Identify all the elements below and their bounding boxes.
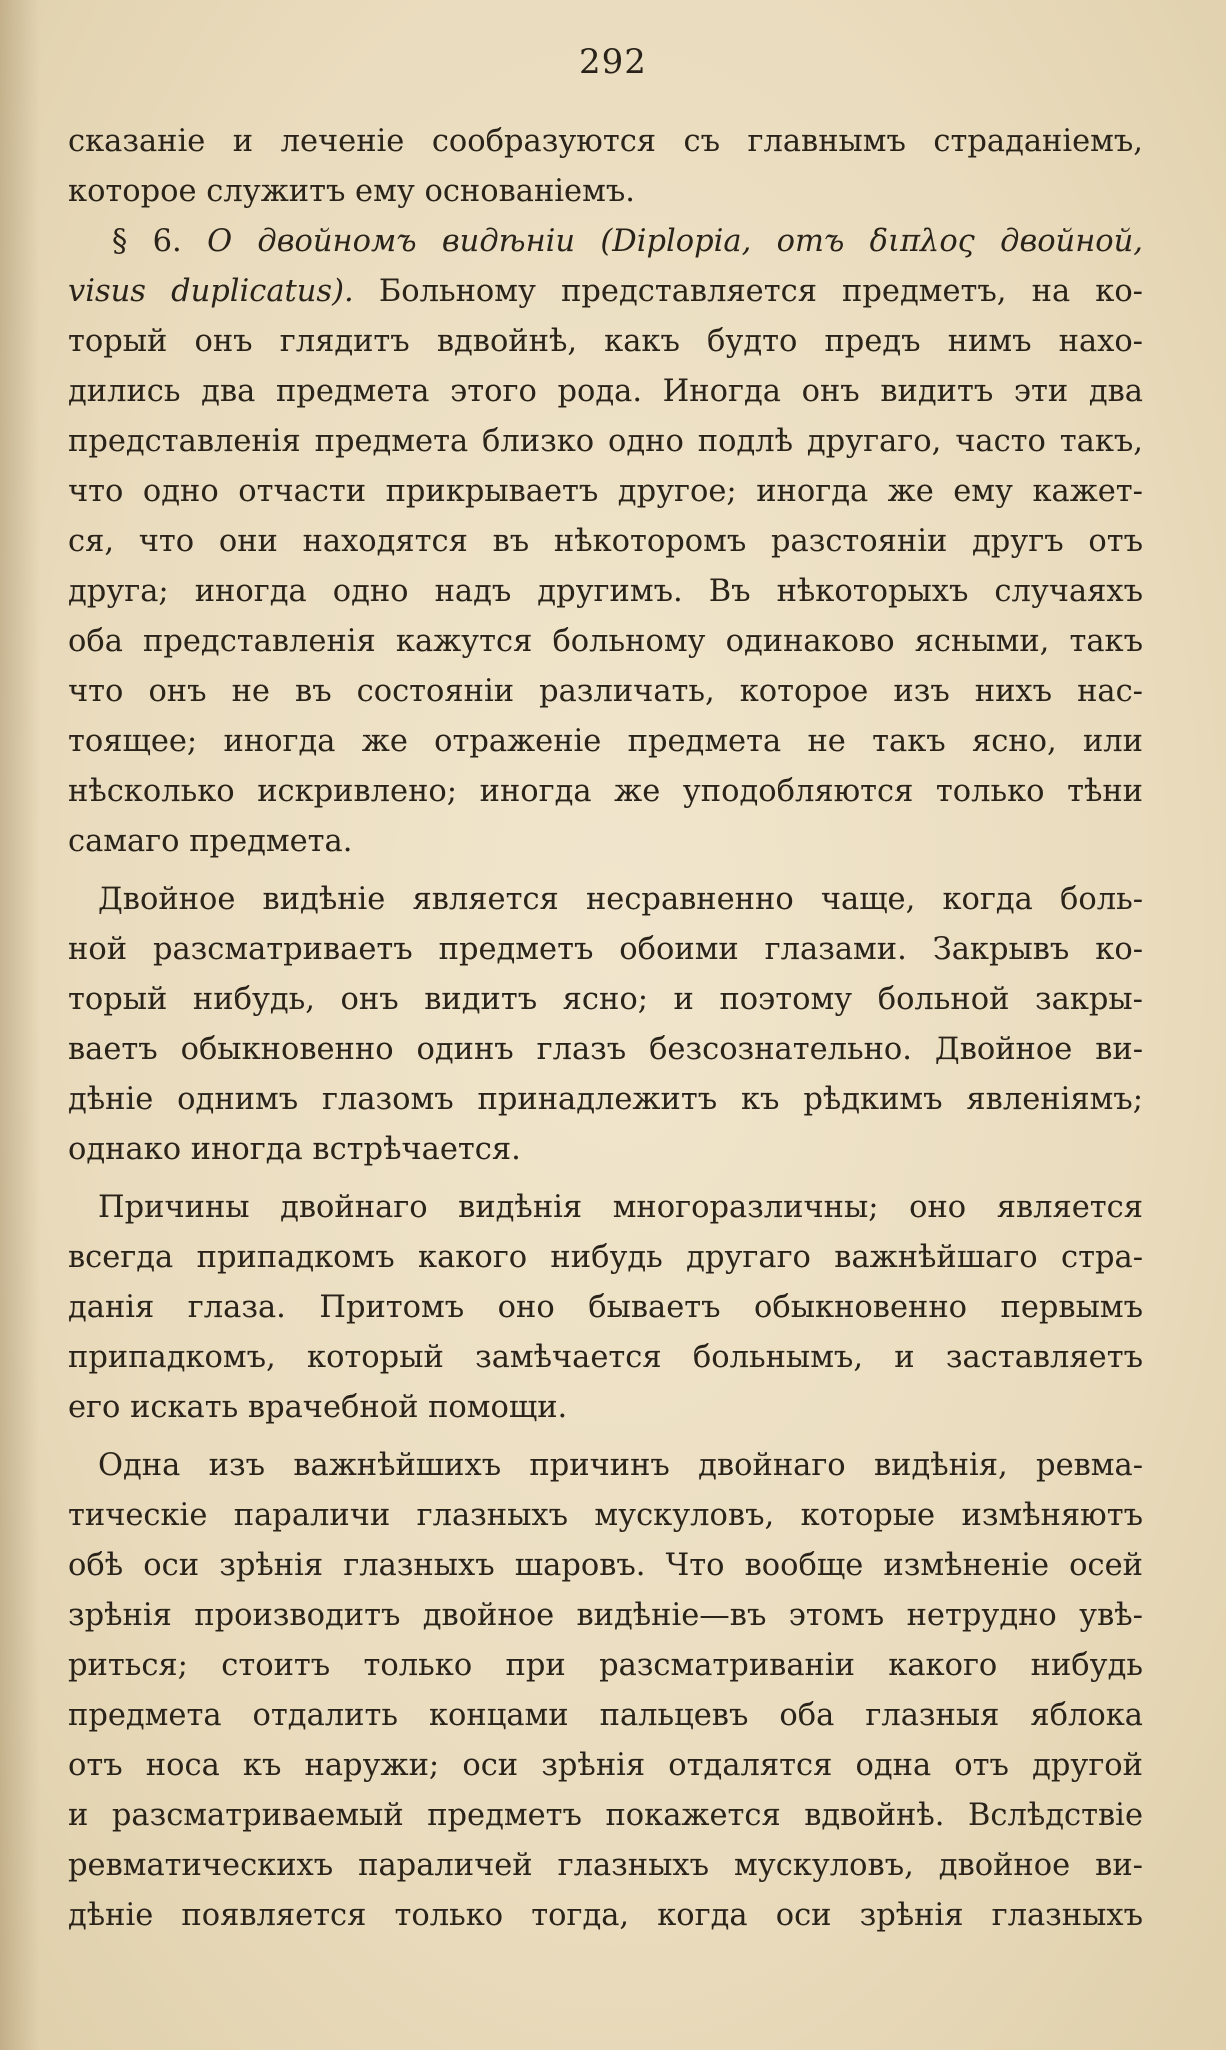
page-number: 292 [579, 42, 647, 82]
text-line: данія глаза. Притомъ оно бываетъ обыкновенно первымъ [68, 1290, 1143, 1325]
text-line: ной разсматриваетъ предметъ обоими глазами. Закрывъ ко- [68, 932, 1143, 967]
text-line: ся, что они находятся въ нѣкоторомъ разстояніи другъ отъ [68, 524, 1143, 559]
text-line: что одно отчасти прикрываетъ другое; иногда же ему кажет- [68, 474, 1143, 509]
text-line: отъ носа къ наружи; оси зрѣнія отдалятся одна отъ другой [68, 1748, 1143, 1783]
text-line: однако иногда встрѣчается. [68, 1132, 521, 1167]
text-line: тическіе параличи глазныхъ мускуловъ, которые измѣняютъ [68, 1498, 1143, 1533]
text-line: представленія предмета близко одно подлѣ другаго, часто такъ, [68, 424, 1143, 459]
text-line: всегда припадкомъ какого нибудь другаго важнѣйшаго стра- [68, 1240, 1143, 1275]
paragraph-first-line: Причины двойнаго видѣнія многоразличны; оно является [98, 1190, 1143, 1225]
text-line: дились два предмета этого рода. Иногда онъ видитъ эти два [68, 374, 1143, 409]
paragraph-first-line: Одна изъ важнѣйшихъ причинъ двойнаго видѣнія, ревма- [98, 1448, 1143, 1483]
section-heading-line [112, 222, 1143, 262]
text-line: и разсматриваемый предметъ покажется вдвойнѣ. Вслѣдствіе [68, 1798, 1143, 1833]
text-line: самаго предмета. [68, 824, 353, 859]
text-line: что онъ не въ состояніи различать, которое изъ нихъ нас- [68, 674, 1143, 709]
text-line: visus duplicatus). Больному представляется предметъ, на ко- [68, 274, 1143, 309]
text-line: предмета отдалить концами пальцевъ оба глазныя яблока [68, 1698, 1143, 1733]
text-line: припадкомъ, который замѣчается больнымъ, и заставляетъ [68, 1340, 1143, 1375]
text-line: нѣсколько искривлено; иногда же уподобляются только тѣни [68, 774, 1143, 809]
text-line: которое служитъ ему основаніемъ. [68, 174, 635, 209]
text-line: его искать врачебной помощи. [68, 1390, 568, 1425]
text-line: ваетъ обыкновенно одинъ глазъ безсознательно. Двойное ви- [68, 1032, 1143, 1067]
text-line: друга; иногда одно надъ другимъ. Въ нѣкоторыхъ случаяхъ [68, 574, 1143, 609]
text-line: торый онъ глядитъ вдвойнѣ, какъ будто предъ нимъ нахо- [68, 324, 1143, 359]
text-line: торый нибудь, онъ видитъ ясно; и поэтому больной закры- [68, 982, 1143, 1017]
text-line: зрѣнія производитъ двойное видѣніе—въ этомъ нетрудно увѣ- [68, 1598, 1143, 1633]
section-number: § 6. [112, 224, 182, 259]
text-line: риться; стоитъ только при разсматриваніи какого нибудь [68, 1648, 1143, 1683]
text-line: дѣніе появляется только тогда, когда оси зрѣнія глазныхъ [68, 1898, 1143, 1933]
text-line: сказаніе и леченіе сообразуются съ главнымъ страданіемъ, [68, 124, 1143, 159]
text-line: ревматическихъ параличей глазныхъ мускуловъ, двойное ви- [68, 1848, 1143, 1883]
text-line: дѣніе однимъ глазомъ принадлежитъ къ рѣдкимъ явленіямъ; [68, 1082, 1143, 1117]
paragraph-first-line: Двойное видѣніе является несравненно чаще, когда боль- [98, 882, 1143, 917]
section-title: О двойномъ видѣніи (Diplopia, отъ διπλος двойной, [207, 224, 1143, 259]
text-line: тоящее; иногда же отраженіе предмета не такъ ясно, или [68, 724, 1143, 759]
latin-term: visus duplicatus). [68, 274, 354, 309]
text-line: оба представленія кажутся больному одинаково ясными, такъ [68, 624, 1143, 659]
text-line: обѣ оси зрѣнія глазныхъ шаровъ. Что вообще измѣненіе осей [68, 1548, 1143, 1583]
